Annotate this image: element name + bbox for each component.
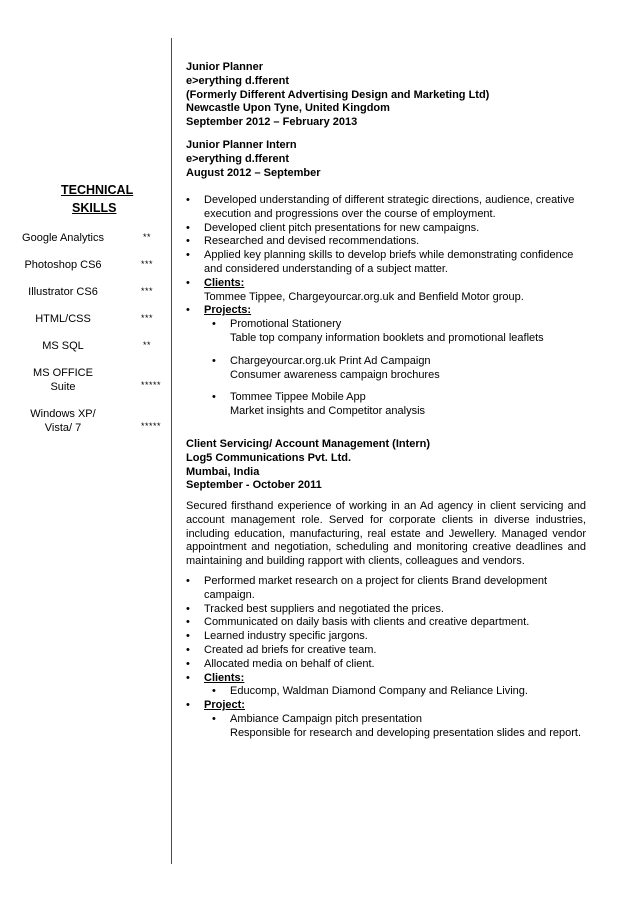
job2-bullet-list	[186, 194, 586, 419]
clients-label: Clients:	[204, 671, 245, 684]
project-title: • Tommee Tippee Mobile App	[230, 391, 366, 404]
project-label: Project:	[204, 699, 245, 712]
project-entry	[186, 713, 586, 741]
job-junior-planner-intern	[186, 139, 586, 180]
skill-name: Google Analytics	[22, 232, 104, 244]
project-list	[186, 713, 586, 741]
company-name: Log5 Communications Pvt. Ltd.	[186, 451, 352, 464]
project-item	[186, 391, 586, 419]
job-dates: September 2012 – February 2013	[186, 116, 358, 129]
job3-bullet-list	[186, 575, 586, 741]
list-item-text: Performed market research on a project for clients Brand development campaign.	[204, 575, 547, 601]
company-name: e>erything d.fferent	[186, 74, 289, 87]
skill-rating: **	[142, 232, 151, 242]
list-item: • Developed client pitch presentations for new campaigns.	[186, 222, 586, 236]
list-item: • Learned industry specific jargons.	[186, 630, 586, 644]
projects-item	[186, 304, 586, 419]
clients-item	[186, 277, 586, 305]
list-item: • Tracked best suppliers and negotiated the prices.	[186, 603, 586, 617]
list-item: • Created ad briefs for creative team.	[186, 644, 586, 658]
list-item	[186, 575, 586, 603]
job-title: Client Servicing/ Account Management (Intern)	[186, 438, 431, 450]
skill-name: Photoshop CS6	[24, 259, 102, 271]
skill-name-line-2: Vista/ 7	[44, 422, 82, 434]
skill-rating: ***	[140, 313, 153, 323]
list-item: • Communicated on daily basis with clients and creative department.	[186, 616, 586, 630]
project-desc: Table top company information booklets and promotional leaflets	[230, 331, 544, 344]
job-title: Junior Planner Intern	[186, 139, 297, 151]
project-title: • Ambiance Campaign pitch presentation	[230, 712, 423, 725]
project-item	[186, 355, 586, 383]
job-dates: September - October 2011	[186, 479, 322, 492]
clients-text: • Educomp, Waldman Diamond Company and Reliance Living.	[186, 685, 586, 699]
column-divider	[171, 38, 172, 864]
skill-rating: ***	[140, 286, 153, 296]
project-desc: Responsible for research and developing presentation slides and report.	[230, 726, 581, 739]
heading-line-1: TECHNICAL	[61, 183, 134, 197]
heading-line-2: SKILLS	[72, 201, 117, 215]
projects-list	[186, 318, 586, 419]
technical-skills-sidebar	[0, 0, 171, 903]
project-desc: Market insights and Competitor analysis	[230, 405, 426, 418]
company-name: e>erything d.fferent	[186, 152, 289, 165]
job-junior-planner	[186, 61, 586, 130]
project-item	[186, 318, 586, 346]
project-title: • Promotional Stationery	[230, 318, 342, 331]
list-item: • Applied key planning skills to develop briefs while demonstrating confidence and considered understanding of a subject matter.	[186, 249, 586, 277]
skill-rating: ***	[140, 259, 153, 269]
clients-list	[186, 685, 586, 699]
job-title: Junior Planner	[186, 61, 264, 73]
project-title: • Chargeyourcar.org.uk Print Ad Campaign	[230, 354, 431, 367]
skill-rating: *****	[140, 380, 161, 390]
job-location: Newcastle Upon Tyne, United Kingdom	[186, 102, 390, 115]
skill-name-line-2: Suite	[50, 381, 76, 393]
project-desc: Consumer awareness campaign brochures	[230, 368, 440, 381]
skill-name: MS SQL	[42, 340, 84, 352]
company-former-name: (Formerly Different Advertising Design and Marketing Ltd)	[186, 88, 490, 101]
clients-item	[186, 672, 586, 700]
clients-label: Clients:	[204, 276, 245, 289]
job2-details	[186, 194, 586, 419]
skill-name-line-1: Windows XP/	[30, 408, 96, 420]
skill-rating: *****	[140, 421, 161, 431]
job3-details	[186, 575, 586, 741]
project-item	[186, 699, 586, 740]
projects-label: Projects:	[204, 304, 252, 317]
job3-summary: Secured firsthand experience of working in an Ad agency in client servicing and account management role. Served for corporate clients in diverse industries, including education, manufacturing, real estate and Jewellery. Managed vendor appointment and negotiation, scheduling and monitoring creative deadlines and maintaining and building rapport with clients, colleagues and vendors.	[186, 500, 586, 568]
job-dates: August 2012 – September	[186, 166, 321, 179]
skill-name-line-1: MS OFFICE	[33, 367, 93, 379]
list-item: • Developed understanding of different strategic directions, audience, creative execution and progressions over the course of employment.	[186, 194, 586, 222]
clients-text: Tommee Tippee, Chargeyourcar.org.uk and Benfield Motor group.	[204, 290, 524, 303]
list-item: • Researched and devised recommendations.	[186, 235, 586, 249]
job-client-servicing	[186, 438, 586, 493]
job-location: Mumbai, India	[186, 465, 260, 478]
skill-name: Illustrator CS6	[28, 286, 98, 298]
list-item: • Allocated media on behalf of client.	[186, 658, 586, 672]
skill-rating: **	[142, 340, 151, 350]
skill-name: HTML/CSS	[35, 313, 91, 325]
